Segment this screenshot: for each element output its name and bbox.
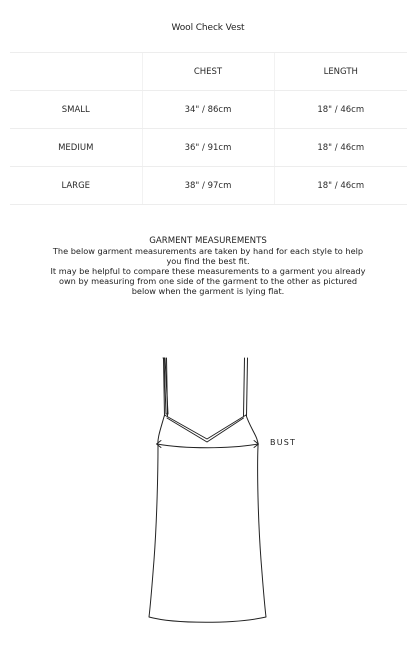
chest-cell: 38" / 97cm xyxy=(142,167,274,205)
chest-cell: 34" / 86cm xyxy=(142,91,274,129)
left-strap-line-b xyxy=(167,358,168,416)
length-cell: 18" / 46cm xyxy=(274,91,407,129)
size-chart-table xyxy=(10,52,407,205)
size-cell: LARGE xyxy=(10,167,142,205)
dress-body-outline xyxy=(149,415,266,622)
right-strap-line-b xyxy=(247,358,248,416)
table-header-row xyxy=(10,53,407,91)
table-header-size xyxy=(10,53,142,91)
table-row xyxy=(10,167,407,205)
chest-cell: 36" / 91cm xyxy=(142,129,274,167)
table-row xyxy=(10,91,407,129)
length-cell: 18" / 46cm xyxy=(274,129,407,167)
table-row xyxy=(10,129,407,167)
measurements-paragraph-2: It may be helpful to compare these measurements to a garment you already own by measuring from one side of the garment to the other as pictured below when the garment is lying flat. xyxy=(50,266,366,296)
size-cell: MEDIUM xyxy=(10,129,142,167)
bust-measure-line xyxy=(157,444,258,448)
size-cell: SMALL xyxy=(10,91,142,129)
table-header-length: LENGTH xyxy=(274,53,407,91)
bust-label: BUST xyxy=(270,438,297,447)
right-strap-line-a xyxy=(244,358,245,416)
product-title: Wool Check Vest xyxy=(171,23,245,33)
table-header-chest: CHEST xyxy=(142,53,274,91)
measurements-heading: GARMENT MEASUREMENTS xyxy=(149,236,267,246)
length-cell: 18" / 46cm xyxy=(274,167,407,205)
measurements-paragraph-1: The below garment measurements are taken by hand for each style to help you find the best fit. xyxy=(52,246,364,266)
measurement-instructions xyxy=(50,236,366,296)
garment-illustration xyxy=(0,340,416,666)
neckline-outer xyxy=(165,415,247,439)
